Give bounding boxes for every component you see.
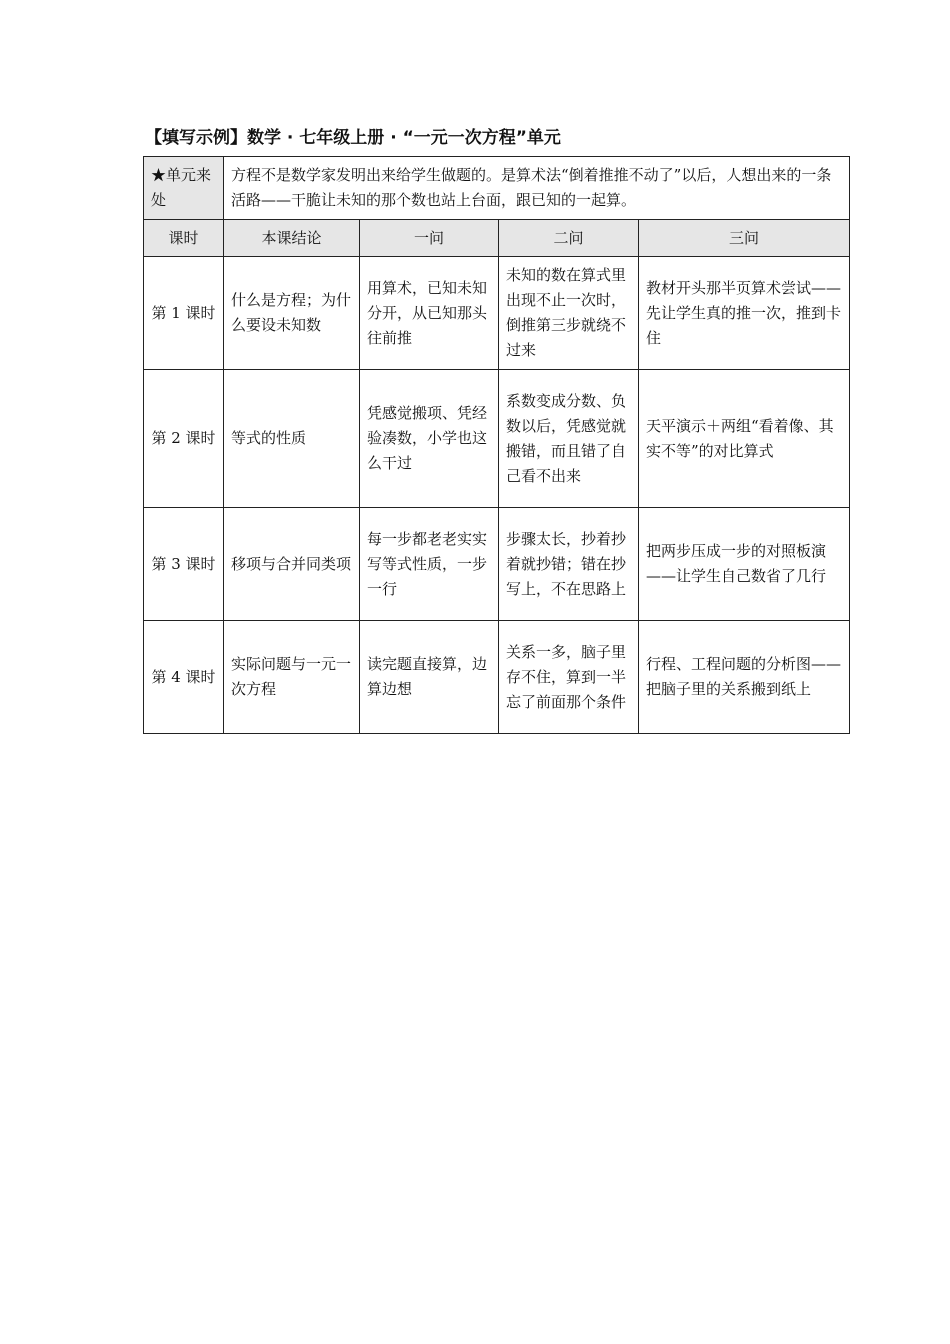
table-row [144, 621, 850, 734]
question-3-cell: 教材开头那半页算术尝试——先让学生真的推一次，推到卡住 [639, 257, 850, 370]
question-2-cell: 步骤太长，抄着抄着就抄错；错在抄写上，不在思路上 [499, 508, 639, 621]
table-row [144, 370, 850, 508]
question-1-cell: 凭感觉搬项、凭经验凑数，小学也这么干过 [360, 370, 499, 508]
lesson-plan-table [143, 156, 850, 734]
header-lesson: 课时 [144, 220, 224, 257]
lesson-cell: 第 3 课时 [144, 508, 224, 621]
conclusion-cell: 等式的性质 [224, 370, 360, 508]
lesson-cell: 第 1 课时 [144, 257, 224, 370]
conclusion-cell: 实际问题与一元一次方程 [224, 621, 360, 734]
unit-origin-label: ★单元来处 [144, 157, 224, 220]
question-3-cell: 把两步压成一步的对照板演——让学生自己数省了几行 [639, 508, 850, 621]
question-2-cell: 关系一多，脑子里存不住，算到一半忘了前面那个条件 [499, 621, 639, 734]
header-question-3: 三问 [639, 220, 850, 257]
question-1-cell: 用算术，已知未知分开，从已知那头往前推 [360, 257, 499, 370]
header-conclusion: 本课结论 [224, 220, 360, 257]
question-2-cell: 系数变成分数、负数以后，凭感觉就搬错，而且错了自己看不出来 [499, 370, 639, 508]
document-title: 【填写示例】数学 · 七年级上册 · “一元一次方程”单元 [145, 128, 561, 148]
table-header-row [144, 220, 850, 257]
question-3-cell: 天平演示＋两组“看着像、其实不等”的对比算式 [639, 370, 850, 508]
unit-origin-row [144, 157, 850, 220]
header-question-2: 二问 [499, 220, 639, 257]
lesson-cell: 第 4 课时 [144, 621, 224, 734]
conclusion-cell: 移项与合并同类项 [224, 508, 360, 621]
question-2-cell: 未知的数在算式里出现不止一次时，倒推第三步就绕不过来 [499, 257, 639, 370]
conclusion-cell: 什么是方程；为什么要设未知数 [224, 257, 360, 370]
table-row [144, 257, 850, 370]
lesson-cell: 第 2 课时 [144, 370, 224, 508]
table-row [144, 508, 850, 621]
question-1-cell: 每一步都老老实实写等式性质，一步一行 [360, 508, 499, 621]
question-3-cell: 行程、工程问题的分析图——把脑子里的关系搬到纸上 [639, 621, 850, 734]
question-1-cell: 读完题直接算，边算边想 [360, 621, 499, 734]
unit-origin-text: 方程不是数学家发明出来给学生做题的。是算术法“倒着推推不动了”以后，人想出来的一条活路——干脆让未知的那个数也站上台面，跟已知的一起算。 [224, 157, 850, 220]
header-question-1: 一问 [360, 220, 499, 257]
